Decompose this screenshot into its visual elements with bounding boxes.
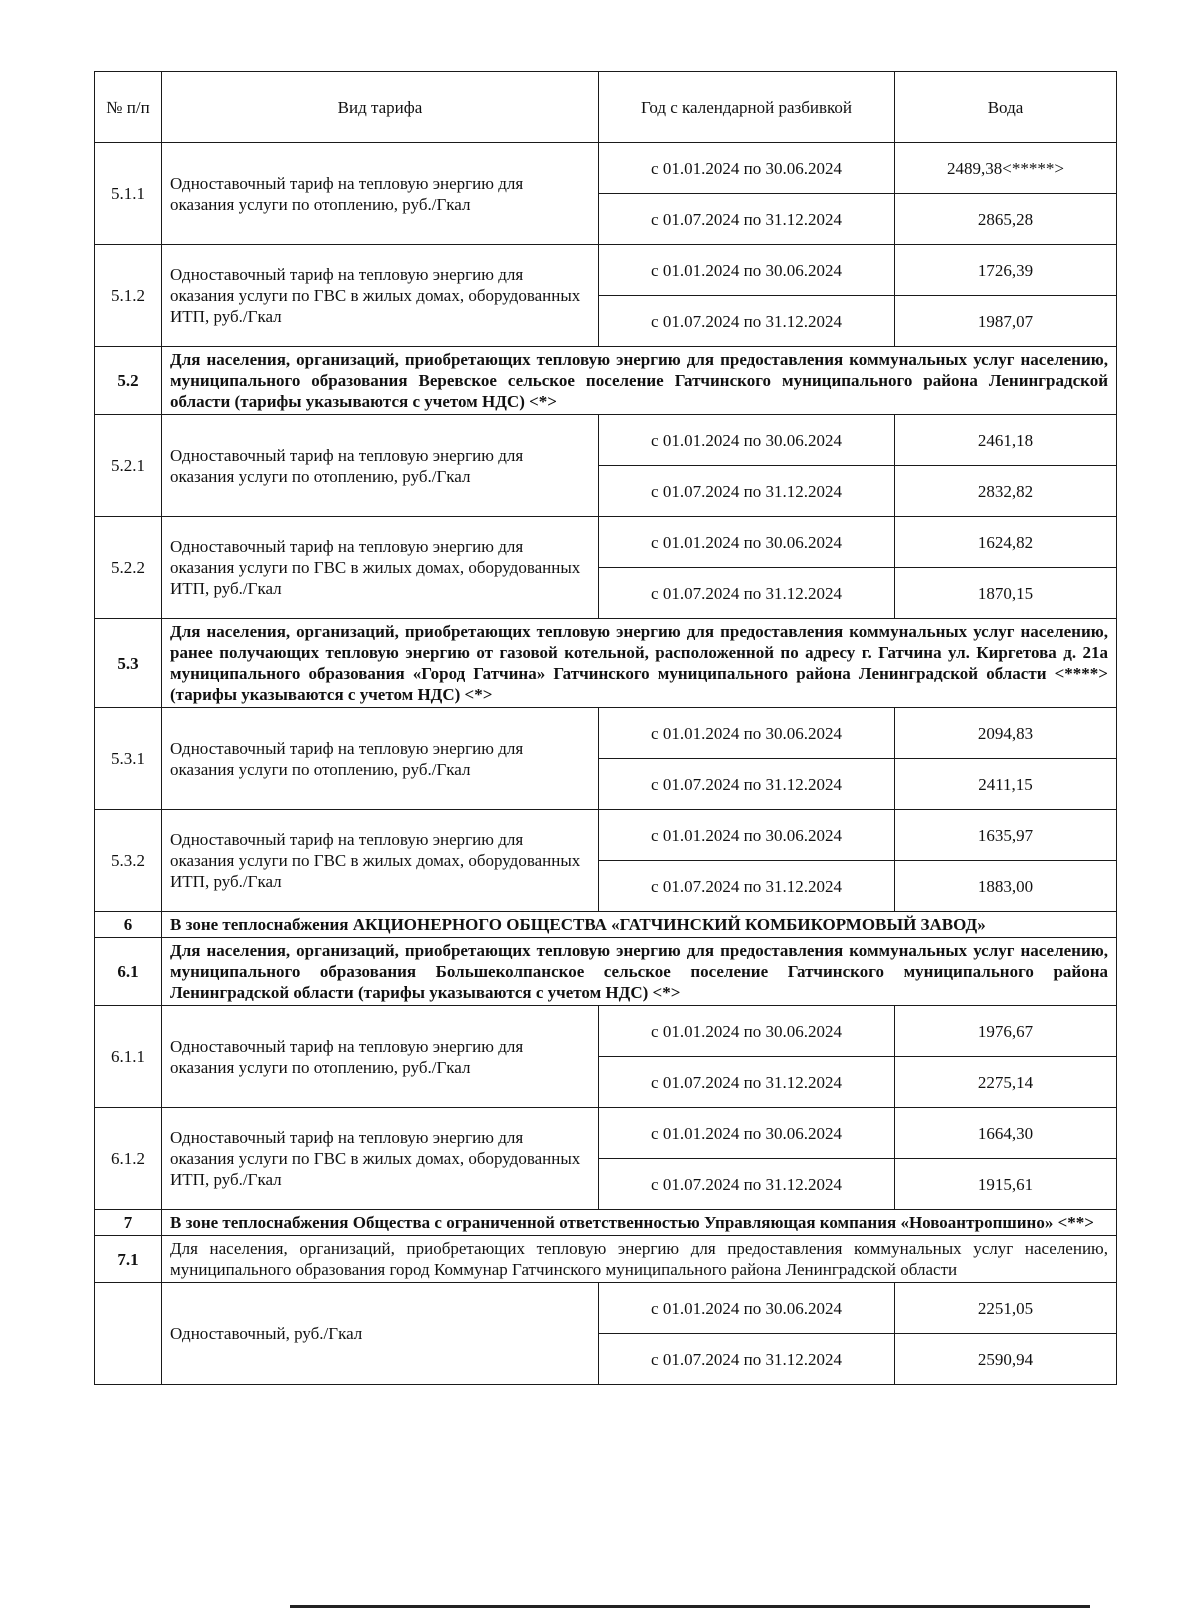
- value-cell: 1635,97: [895, 810, 1117, 861]
- table-row: [95, 810, 1117, 861]
- row-number: 5.3.1: [95, 708, 162, 810]
- tariff-type: Одноставочный тариф на тепловую энергию для оказания услуги по ГВС в жилых домах, оборудованных ИТП, руб./Гкал: [162, 810, 599, 912]
- header-tariff-type: Вид тарифа: [162, 72, 599, 143]
- value-cell: 2489,38<*****>: [895, 143, 1117, 194]
- value-cell: 1915,61: [895, 1159, 1117, 1210]
- period-cell: с 01.07.2024 по 31.12.2024: [599, 296, 895, 347]
- tariff-table: [94, 71, 1117, 1385]
- period-cell: с 01.07.2024 по 31.12.2024: [599, 568, 895, 619]
- value-cell: 1870,15: [895, 568, 1117, 619]
- scan-edge-line: [290, 1605, 1090, 1608]
- header-water: Вода: [895, 72, 1117, 143]
- section-number: 5.2: [95, 347, 162, 415]
- row-number: 6.1.2: [95, 1108, 162, 1210]
- table-row: [95, 1283, 1117, 1334]
- tariff-type: Одноставочный тариф на тепловую энергию для оказания услуги по отоплению, руб./Гкал: [162, 143, 599, 245]
- row-number: [95, 1283, 162, 1385]
- section-row: [95, 938, 1117, 1006]
- row-number: 5.1.2: [95, 245, 162, 347]
- table-row: [95, 1108, 1117, 1159]
- period-cell: с 01.01.2024 по 30.06.2024: [599, 143, 895, 194]
- tariff-type: Одноставочный, руб./Гкал: [162, 1283, 599, 1385]
- period-cell: с 01.07.2024 по 31.12.2024: [599, 1057, 895, 1108]
- period-cell: с 01.07.2024 по 31.12.2024: [599, 861, 895, 912]
- section-number: 5.3: [95, 619, 162, 708]
- value-cell: 1987,07: [895, 296, 1117, 347]
- table-row: [95, 1006, 1117, 1057]
- section-description: Для населения, организаций, приобретающих тепловую энергию для предоставления коммунальных услуг населению, муниципального образования Большеколпанское сельское поселение Гатчинского муниципального района Ленинградской области (тарифы указываются с учетом НДС) <*>: [162, 938, 1117, 1006]
- zone-number: 6: [95, 912, 162, 938]
- tariff-type: Одноставочный тариф на тепловую энергию для оказания услуги по ГВС в жилых домах, оборудованных ИТП, руб./Гкал: [162, 517, 599, 619]
- period-cell: с 01.01.2024 по 30.06.2024: [599, 245, 895, 296]
- table-row: [95, 143, 1117, 194]
- period-cell: с 01.01.2024 по 30.06.2024: [599, 1108, 895, 1159]
- zone-title: В зоне теплоснабжения Общества с ограниченной ответственностью Управляющая компания «Новоантропшино» <**>: [162, 1210, 1117, 1236]
- row-number: 6.1.1: [95, 1006, 162, 1108]
- table-row: [95, 708, 1117, 759]
- value-cell: 1624,82: [895, 517, 1117, 568]
- value-cell: 1664,30: [895, 1108, 1117, 1159]
- row-number: 5.2.1: [95, 415, 162, 517]
- value-cell: 2832,82: [895, 466, 1117, 517]
- section-description: Для населения, организаций, приобретающих тепловую энергию для предоставления коммунальных услуг населению, ранее получающих тепловую энергию от газовой котельной, расположенной по адресу г. Гатчина ул. Киргетова д. 21а муниципального образования «Город Гатчина» Гатчинского муниципального района Ленинградской области <****> (тарифы указываются с учетом НДС) <*>: [162, 619, 1117, 708]
- section-row: [95, 1236, 1117, 1283]
- period-cell: с 01.07.2024 по 31.12.2024: [599, 759, 895, 810]
- period-cell: с 01.07.2024 по 31.12.2024: [599, 194, 895, 245]
- section-row: [95, 347, 1117, 415]
- table-row: [95, 517, 1117, 568]
- value-cell: 2590,94: [895, 1334, 1117, 1385]
- section-description: Для населения, организаций, приобретающих тепловую энергию для предоставления коммунальных услуг населению, муниципального образования город Коммунар Гатчинского муниципального района Ленинградской области: [162, 1236, 1117, 1283]
- period-cell: с 01.01.2024 по 30.06.2024: [599, 708, 895, 759]
- value-cell: 2094,83: [895, 708, 1117, 759]
- section-number: 6.1: [95, 938, 162, 1006]
- section-description: Для населения, организаций, приобретающих тепловую энергию для предоставления коммунальных услуг населению, муниципального образования Веревское сельское поселение Гатчинского муниципального района Ленинградской области (тарифы указываются с учетом НДС) <*>: [162, 347, 1117, 415]
- zone-number: 7: [95, 1210, 162, 1236]
- row-number: 5.2.2: [95, 517, 162, 619]
- section-number: 7.1: [95, 1236, 162, 1283]
- period-cell: с 01.01.2024 по 30.06.2024: [599, 810, 895, 861]
- period-cell: с 01.01.2024 по 30.06.2024: [599, 1006, 895, 1057]
- value-cell: 1883,00: [895, 861, 1117, 912]
- period-cell: с 01.07.2024 по 31.12.2024: [599, 1334, 895, 1385]
- tariff-type: Одноставочный тариф на тепловую энергию для оказания услуги по отоплению, руб./Гкал: [162, 1006, 599, 1108]
- value-cell: 2411,15: [895, 759, 1117, 810]
- period-cell: с 01.01.2024 по 30.06.2024: [599, 415, 895, 466]
- value-cell: 2275,14: [895, 1057, 1117, 1108]
- zone-row: [95, 912, 1117, 938]
- tariff-type: Одноставочный тариф на тепловую энергию для оказания услуги по ГВС в жилых домах, оборудованных ИТП, руб./Гкал: [162, 245, 599, 347]
- row-number: 5.3.2: [95, 810, 162, 912]
- zone-row: [95, 1210, 1117, 1236]
- document-page: [94, 71, 1116, 1385]
- period-cell: с 01.07.2024 по 31.12.2024: [599, 466, 895, 517]
- table-header-row: [95, 72, 1117, 143]
- value-cell: 2865,28: [895, 194, 1117, 245]
- value-cell: 2251,05: [895, 1283, 1117, 1334]
- value-cell: 1726,39: [895, 245, 1117, 296]
- value-cell: 1976,67: [895, 1006, 1117, 1057]
- table-row: [95, 245, 1117, 296]
- period-cell: с 01.07.2024 по 31.12.2024: [599, 1159, 895, 1210]
- tariff-type: Одноставочный тариф на тепловую энергию для оказания услуги по ГВС в жилых домах, оборудованных ИТП, руб./Гкал: [162, 1108, 599, 1210]
- section-row: [95, 619, 1117, 708]
- value-cell: 2461,18: [895, 415, 1117, 466]
- zone-title: В зоне теплоснабжения АКЦИОНЕРНОГО ОБЩЕСТВА «ГАТЧИНСКИЙ КОМБИКОРМОВЫЙ ЗАВОД»: [162, 912, 1117, 938]
- period-cell: с 01.01.2024 по 30.06.2024: [599, 1283, 895, 1334]
- header-period: Год с календарной разбивкой: [599, 72, 895, 143]
- tariff-type: Одноставочный тариф на тепловую энергию для оказания услуги по отоплению, руб./Гкал: [162, 708, 599, 810]
- period-cell: с 01.01.2024 по 30.06.2024: [599, 517, 895, 568]
- row-number: 5.1.1: [95, 143, 162, 245]
- header-num: № п/п: [95, 72, 162, 143]
- tariff-type: Одноставочный тариф на тепловую энергию для оказания услуги по отоплению, руб./Гкал: [162, 415, 599, 517]
- table-row: [95, 415, 1117, 466]
